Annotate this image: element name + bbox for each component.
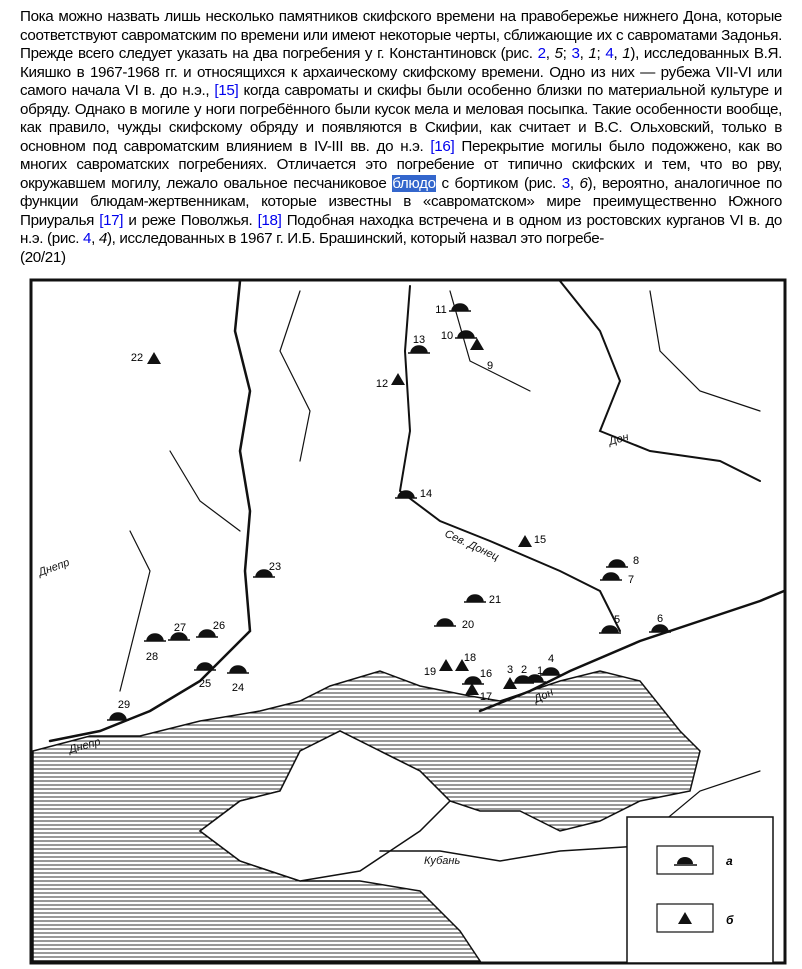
- footnote-link[interactable]: [15]: [214, 82, 239, 99]
- text: ,: [91, 230, 99, 247]
- site-number: 19: [423, 666, 437, 678]
- legend-label: а: [726, 854, 733, 868]
- site-number: 11: [435, 304, 447, 316]
- site-number: 7: [627, 574, 635, 586]
- site-number: 2: [520, 664, 528, 676]
- text: ;: [562, 45, 572, 62]
- text: ,: [579, 45, 589, 62]
- site-number: 10: [440, 330, 454, 342]
- river-label: Дон: [532, 686, 556, 706]
- legend-label: б: [726, 913, 734, 927]
- site-number: 22: [130, 352, 144, 364]
- text: ), исследованных в 1967 г. И.Б. Брашинский, который назвал это погребе-: [106, 230, 605, 247]
- site-number: 28: [145, 651, 159, 663]
- figure-link[interactable]: 2: [537, 45, 546, 62]
- footnote-link[interactable]: [16]: [430, 137, 455, 155]
- site-number: 21: [488, 594, 502, 606]
- footnote-link[interactable]: [17]: [99, 211, 124, 229]
- text: ;: [596, 45, 606, 62]
- site-number: 8: [632, 555, 640, 567]
- site-number: 26: [212, 620, 226, 632]
- text: Подобная находка встречена и в одном из ростовских курганов VI в. до н.э. (рис.: [20, 211, 782, 247]
- text: ), исследованных В.Я. Кияшко в 1967-1968 гг. и относящихся к архаическому скифскому времени. Одно из них — рубежа VII-VI или самого начала VI в. до н.э.,: [20, 45, 783, 99]
- page-number: (20/21): [20, 248, 66, 266]
- text: Пока можно назвать лишь несколько памятников скифского времени на правобережье нижнего Дона, которые соответствуют савроматским по времени или имеют некоторые черты, сближающие их с савроматами Задонья. Прежде всего следует указать на два погребения у г. Константиновск (рис.: [20, 8, 782, 62]
- site-number: 23: [268, 561, 282, 573]
- site-number: 14: [419, 488, 433, 500]
- site-number: 15: [533, 534, 547, 546]
- figure-link[interactable]: 4: [82, 230, 92, 247]
- site-number: 20: [461, 619, 475, 631]
- text: ,: [545, 45, 555, 62]
- figure-link[interactable]: 4: [605, 45, 614, 62]
- site-number: 18: [463, 652, 477, 664]
- archaeological-map: [0, 271, 802, 969]
- legend: [627, 817, 773, 963]
- text: с бортиком (рис.: [435, 174, 562, 192]
- text: 4: [98, 230, 107, 247]
- text: ,: [613, 45, 623, 62]
- site-number: 1: [536, 665, 544, 677]
- footnote-link[interactable]: [18]: [257, 211, 282, 229]
- site-number: 6: [656, 613, 664, 625]
- site-number: 3: [506, 664, 514, 676]
- site-number: 29: [117, 699, 131, 711]
- river-label: Сев. Донец: [442, 527, 501, 564]
- site-number: 27: [173, 622, 187, 634]
- site-number: 17: [479, 691, 493, 703]
- site-number: 13: [412, 334, 426, 346]
- river-label: Днепр: [67, 736, 102, 756]
- figure-link[interactable]: 3: [561, 174, 570, 192]
- river-label: Кубань: [424, 855, 461, 867]
- site-number: 16: [479, 668, 493, 680]
- text: ), вероятно, аналогичное по функции блюдам-жертвенникам, которые известны в «савроматском» мире преимущественно Южного Приуралья: [20, 174, 782, 229]
- site-number: 5: [613, 614, 621, 626]
- river-label: Дон: [607, 431, 631, 448]
- article-paragraph: [20, 8, 782, 267]
- text: когда савроматы и скифы были особенно близки по материальной культуре и обряду. Однако в могиле у ноги погребённого были кусок мела и меловая посыпка. Такие особенности вообще, как правило, чужды скифскому обряду и появляются в Скифии, как считает и В.С. Ольховский, только в основном под савроматским влиянием в IV-III вв. до н.э.: [20, 82, 782, 155]
- site-number: 24: [231, 682, 245, 694]
- river-label: Днепр: [36, 556, 72, 579]
- text: ,: [569, 174, 580, 192]
- site-number: 9: [486, 360, 494, 372]
- site-number: 25: [198, 678, 212, 690]
- text: и реже Поволжья.: [123, 211, 258, 229]
- site-number: 12: [375, 378, 389, 390]
- site-number: 4: [547, 653, 555, 665]
- selected-text[interactable]: блюдо: [392, 174, 436, 192]
- text: Перекрытие могилы было подожжено, как во многих савроматских погребениях. Отличается это погребение от типично скифских и тем, что во рву, окружавшем могилу, лежало овальное песчаниковое: [20, 137, 782, 192]
- text: 1: [622, 45, 631, 62]
- text: 5: [554, 45, 563, 62]
- text: 1: [588, 45, 597, 62]
- text: 6: [579, 174, 588, 192]
- figure-link[interactable]: 3: [571, 45, 580, 62]
